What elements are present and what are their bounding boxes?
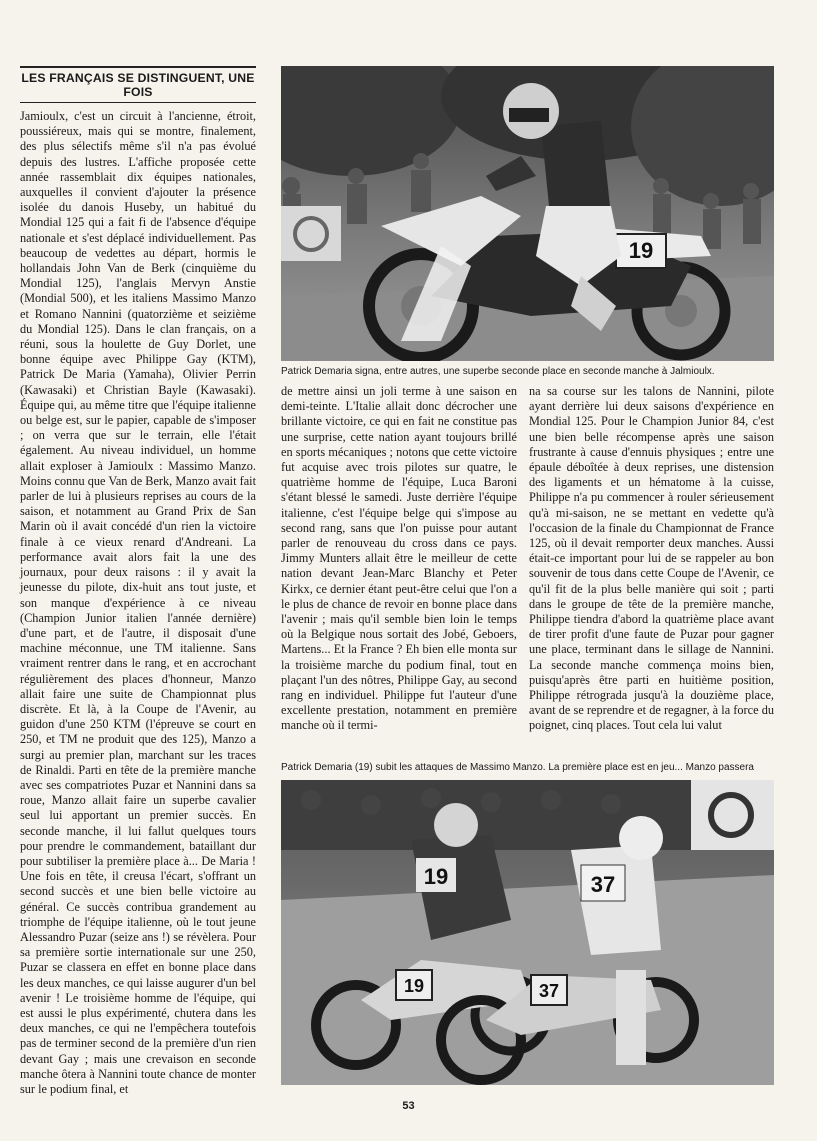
right-rider-number: 37 <box>590 872 616 897</box>
left-rider-number: 19 <box>423 864 449 889</box>
page-number: 53 <box>402 1100 415 1112</box>
middle-column-text: de mettre ainsi un joli terme à une saison en demi-teinte. L'Italie allait donc décrocher une brillante victoire, ce qui en fait ne constitue pas une surprise, cette nation ayant toujours brillé en sports mécaniques ; notons que cette victoire fut acquise avec trois pilotes sur quatre, le quatrième homme de l'équipe, Luca Baroni s'étant blessé le samedi. Juste derrière l'équipe italienne, c'est l'équipe belge qui s'impose au second rang, sans que l'on puisse pour autant parler de renouveau du cross dans ce pays. Jimmy Munters allait être le meilleur de cette nation devant Jean-Marc Blanchy et Peter Kirkx, ce dernier étant peut-être celui que l'on a le plus de chance de revoir en bonne place dans l'avenir ; mais qu'il semble bien loin le temps où la Belgique nous sortait des Jobé, Geboers, Martens... Et la France ? Eh bien elle monta sur la troisième marche du podium final, tout en plaçant l'un des nôtres, Philippe Gay, au second rang en individuel. Philippe fut l'auteur d'une excellente prestation, notamment en première manche où il termi- <box>281 384 517 733</box>
bike-plate-number: 19 <box>628 238 654 263</box>
right-bike-plate: 37 <box>538 981 560 1001</box>
right-column-text: na sa course sur les talons de Nannini, pilote ayant derrière lui deux saisons d'expérience en Mondial 125. Pour le Champion Junior 84, c'est une bien belle récompense après une saison frustrante à cause d'ennuis physiques ; entre une épaule déboîtée à deux reprises, une distension des ligaments et un hématome à la cuisse, Philippe n'a pu commencer à rouler sérieusement qu'à mi-saison, ne se mettant en vedette qu'à l'occasion de la finale du Championnat de France 125, où il devait remporter deux manches. Aussi était-ce important pour lui de se rappeler au bon souvenir de tous dans cette Coupe de l'Avenir, ce qu'il fit de la plus belle manière qui soit ; parti dans le groupe de tête de la première manche, Philippe tiendra d'abord la quatrième place avant de tirer profit d'une faute de Puzar pour gagner une place, terminant dans le sillage de Nannini. La seconde manche commença moins bien, puisqu'après être parti en huitième position, Philippe rétrograda jusqu'à la douzième place, avant de se reprendre et de regagner, à la force du poignet, cinq places. Tout cela lui valut <box>529 384 774 733</box>
middle-column <box>281 384 517 734</box>
section-heading: LES FRANÇAIS SE DISTINGUENT, UNE FOIS <box>20 66 256 103</box>
photo-rider-jump <box>281 66 774 361</box>
right-column <box>529 384 774 734</box>
left-bike-plate: 19 <box>403 976 425 996</box>
left-column-text: Jamioulx, c'est un circuit à l'ancienne, étroit, poussiéreux, mais qui se montre, finalement, des plus sélectifs même s'il n'a pas évolué depuis des lustres. L'affiche proposée cette année rassemblait dix équipes nationales, auxquelles il convient d'ajouter la présence isolée du danois Huseby, un habitué du Mondial 125 qui a fait fi de l'absence d'équipe nationale et s'est déplacé individuellement. Pas beaucoup de vedettes au départ, hormis le hollandais John Van de Berk (cinquième du Mondial 125), l'anglais Mervyn Anstie (Mondial 500), et les italiens Massimo Manzo et Romano Nannini (quatorzième et seizième du Mondial 125). Dans le clan français, on a réuni, sous la houlette de Guy Dorlet, une bonne équipe avec Philippe Gay (KTM), Patrick De Maria (Yamaha), Olivier Perrin (Kawasaki) et Christian Bayle (Kawasaki). Équipe qui, au même titre que l'équipe italienne ou belge est, sur le papier, capable de s'imposer ; on verra que sur le terrain, elle l'était également. Au niveau individuel, un homme allait exploser à Jamioulx : Massimo Manzo. Moins connu que Van de Berk, Manzo avait fait parler de lui à plusieurs reprises au cours de la saison, et notamment au Grand Prix de San Marin où il avait concédé d'un rien la victoire finale à ce vieux renard d'Andreani. La performance avait alors fait la une des journaux, pour deux raisons : il y avait la jeunesse du pilote, dix-huit ans tout juste, et son manque d'expérience à ce niveau (Champion Junior italien l'année dernière) d'une part, et de l'autre, il disposait d'une machine méconnue, une TM italienne. Sans vraiment rentrer dans le rang, et en accrochant régulièrement des places d'honneur, Manzo allait faire une suite de Championnat plus discrète. Et là, à la Coupe de l'Avenir, au guidon d'une 250 KTM (l'épreuve se court en 250, et TM ne produit que des 125), Manzo a surgi au premier plan, marchant sur les traces de Rinaldi. Parti en tête de la première manche avec ses compatriotes Puzar et Nannini dans sa roue, Manzo allait faire un superbe cavalier seul lui apportant un premier succès. En seconde manche, il lui fallut quelques tours pour prendre le commandement, bataillant dur pour subtiliser la première place à... De Maria ! Une fois en tête, il creusa l'écart, s'offrant un second succès et une bien belle victoire au général. Ce succès contribua grandement au triomphe de l'équipe italienne, où le tout jeune Alessandro Puzar (seize ans !) se révèlera. Pour sa première sortie internationale sur une 250, Puzar se classera en effet en bonne place dans les deux manches, ce qui laisse augurer d'un bel avenir ! Le troisième homme de l'équipe, qui est aussi le plus expérimenté, chutera dans les deux manches, ce qui ne l'empêchera toutefois pas de terminer second de la première d'un rien devant Gay ; mais une crevaison en seconde manche ôtera à Nannini toute chance de monter sur le podium final, et <box>20 109 256 1096</box>
photo-riders-battle <box>281 780 774 1085</box>
caption-bottom-photo: Patrick Demaria (19) subit les attaques de Massimo Manzo. La première place est en jeu... Manzo passera <box>281 762 754 773</box>
caption-top-photo: Patrick Demaria signa, entre autres, une superbe seconde place en seconde manche à Jalmioulx. <box>281 366 715 377</box>
left-column <box>20 66 256 1097</box>
